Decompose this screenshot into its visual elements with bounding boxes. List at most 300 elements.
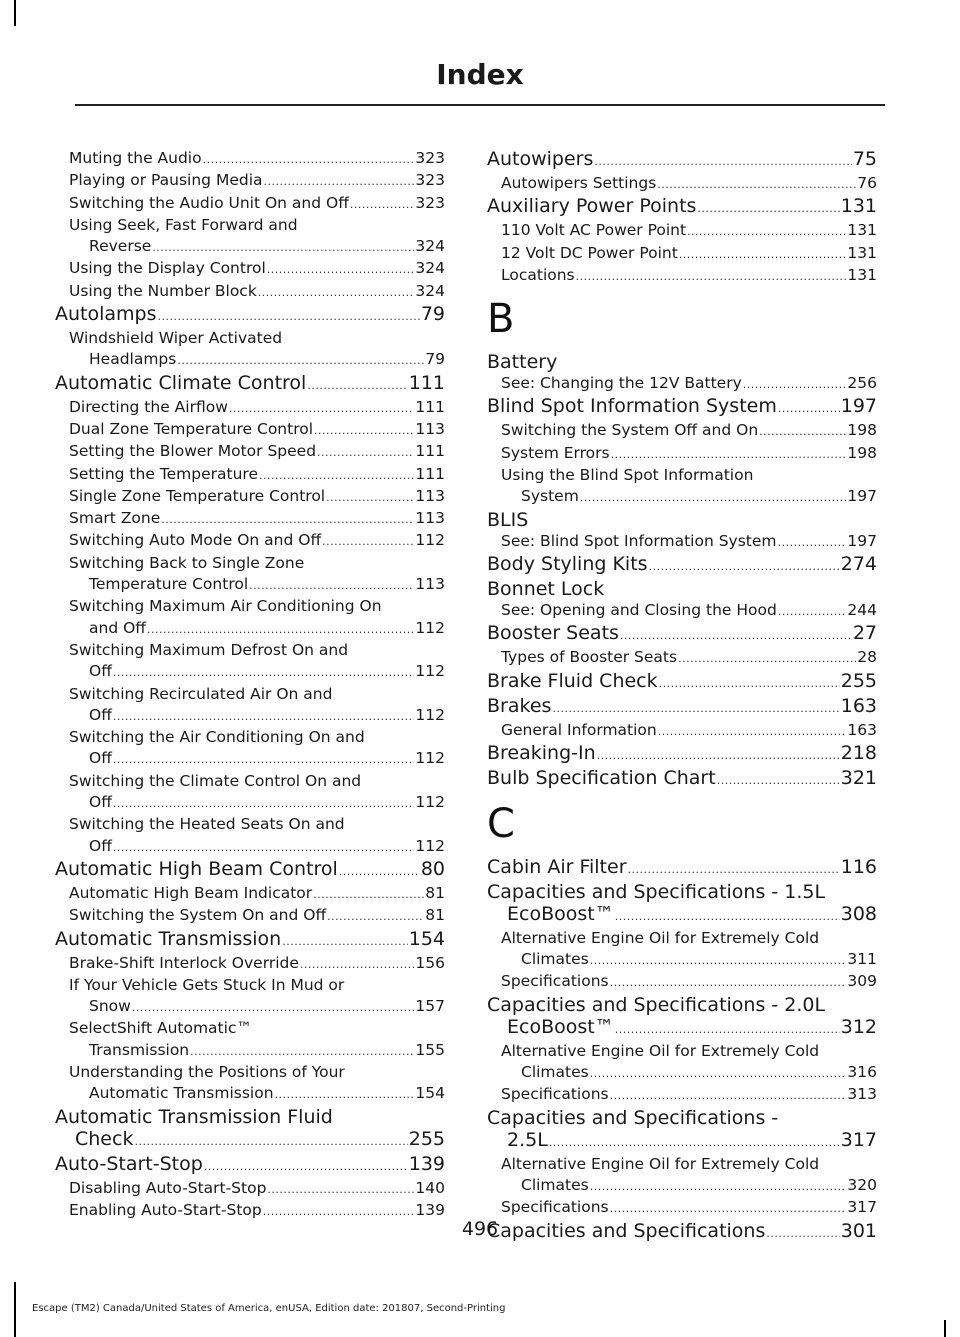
entry-text: Enabling Auto-Start-Stop (69, 1200, 262, 1219)
dot-leader (590, 1176, 847, 1197)
entry-text: Breaking-In (487, 741, 596, 764)
entry-text: See: Changing the 12V Battery (501, 374, 742, 393)
dot-leader (657, 174, 856, 195)
entry-text: General Information (501, 720, 657, 739)
entry-text: Playing or Pausing Media (69, 171, 263, 190)
index-entry[interactable] (487, 670, 877, 695)
dot-leader (615, 906, 840, 928)
entry-page-ref[interactable]: 198 (847, 421, 877, 440)
entry-page-ref[interactable]: 198 (847, 443, 877, 462)
entry-text: and Off (89, 618, 146, 637)
index-subentry[interactable] (55, 281, 445, 303)
dot-leader (203, 149, 415, 170)
index-entry[interactable] (487, 856, 877, 881)
entry-page-ref[interactable]: 256 (847, 374, 877, 393)
dot-leader (610, 1085, 847, 1106)
entry-text: Understanding the Positions of Your (69, 1062, 345, 1081)
dot-leader (327, 906, 424, 927)
entry-page-ref[interactable]: 320 (847, 1175, 877, 1194)
entry-text: Bulb Specification Chart (487, 766, 716, 789)
entry-page-ref[interactable]: 323 (415, 171, 445, 190)
entry-page-ref[interactable]: 139 (408, 1152, 445, 1175)
page-number: 496 (461, 1218, 499, 1240)
entry-page-ref[interactable]: 112 (415, 749, 445, 768)
entry-text: Automatic Climate Control (55, 371, 307, 394)
dot-leader (314, 420, 414, 441)
entry-page-ref[interactable]: 197 (840, 395, 877, 418)
index-subentry[interactable] (55, 508, 445, 530)
index-subentry[interactable] (487, 373, 877, 395)
entry-text: Automatic High Beam Indicator (69, 883, 313, 902)
entry-text: Directing the Airflow (69, 397, 228, 416)
entry-text: Off (89, 836, 112, 855)
section-letter-c: C (487, 800, 515, 847)
entry-text: Automatic Transmission (55, 927, 282, 950)
index-subentry[interactable] (55, 953, 445, 975)
entry-text: Switching the Heated Seats On and (69, 815, 345, 834)
entry-page-ref[interactable]: 197 (847, 487, 877, 506)
entry-text: Locations (501, 265, 575, 284)
entry-page-ref[interactable]: 309 (847, 972, 877, 991)
index-subentry[interactable] (55, 148, 445, 170)
dot-leader (580, 487, 847, 508)
entry-text: Capacities and Specifications - 1.5L (487, 880, 826, 903)
entry-text: See: Opening and Closing the Hood (501, 600, 777, 619)
index-entry[interactable] (487, 994, 877, 1041)
index-subentry[interactable] (487, 531, 877, 553)
entry-text: Autolamps (55, 303, 157, 326)
dot-leader (300, 954, 415, 975)
entry-text: Autowipers Settings (501, 174, 657, 192)
page-title: Index (436, 58, 524, 91)
entry-text: Types of Booster Seats (501, 648, 678, 667)
index-entry[interactable] (487, 509, 877, 531)
entry-text: Setting the Temperature (69, 464, 258, 483)
entry-text: Using Seek, Fast Forward and (69, 215, 298, 234)
dot-leader (743, 374, 847, 395)
index-entry[interactable] (487, 395, 877, 420)
entry-text: Setting the Blower Motor Speed (69, 442, 317, 461)
index-subentry[interactable] (487, 465, 877, 509)
entry-text: Switching Back to Single Zone (69, 553, 305, 572)
index-subentry[interactable] (487, 1154, 877, 1198)
dot-leader (576, 266, 847, 287)
index-subentry[interactable] (55, 814, 445, 858)
entry-text: Alternative Engine Oil for Extremely Cold (501, 928, 820, 947)
entry-page-ref[interactable]: 112 (415, 531, 445, 550)
entry-text: Cabin Air Filter (487, 855, 627, 878)
index-subentry[interactable] (55, 727, 445, 771)
dot-leader (161, 509, 414, 530)
index-subentry[interactable] (55, 905, 445, 927)
entry-page-ref[interactable]: 317 (840, 1128, 877, 1151)
dot-leader (282, 931, 408, 953)
entry-text: Capacities and Specifications (487, 1219, 766, 1242)
entry-page-ref[interactable]: 324 (415, 237, 445, 256)
dot-leader (229, 398, 415, 419)
entry-text: Smart Zone (69, 509, 161, 528)
entry-text: Battery (487, 351, 558, 374)
index-subentry[interactable] (55, 258, 445, 280)
entry-page-ref[interactable]: 113 (415, 486, 445, 505)
dot-leader (313, 884, 424, 905)
entry-text: Automatic Transmission Fluid (55, 1105, 333, 1128)
entry-page-ref[interactable]: 28 (857, 648, 877, 667)
dot-leader (778, 532, 847, 553)
entry-text: Snow (89, 997, 131, 1016)
index-subentry[interactable] (487, 173, 877, 195)
index-subentry[interactable] (487, 971, 877, 993)
entry-text: Alternative Engine Oil for Extremely Cold (501, 1154, 820, 1173)
entry-text: See: Blind Spot Information System (501, 531, 777, 550)
dot-leader (597, 745, 840, 767)
entry-text: Windshield Wiper Activated (69, 329, 283, 348)
index-subentry[interactable] (55, 1062, 445, 1106)
entry-text: Dual Zone Temperature Control (69, 419, 314, 438)
index-subentry[interactable] (487, 720, 877, 742)
crop-mark-bottom-left (14, 1282, 16, 1337)
entry-page-ref[interactable]: 324 (415, 281, 445, 300)
dot-leader (204, 1156, 408, 1178)
entry-text: Blind Spot Information System (487, 395, 777, 418)
entry-text: Climates (521, 950, 589, 969)
entry-text: Specifications (501, 1198, 609, 1217)
dot-leader (759, 421, 846, 442)
dot-leader (590, 1063, 847, 1084)
entry-text: Switching Auto Mode On and Off (69, 531, 322, 550)
dot-leader (659, 673, 840, 695)
entry-page-ref[interactable]: 154 (415, 1084, 445, 1103)
entry-page-ref[interactable]: 324 (415, 259, 445, 278)
entry-text: Single Zone Temperature Control (69, 486, 326, 505)
index-subentry[interactable] (55, 640, 445, 684)
index-subentry[interactable] (55, 397, 445, 419)
entry-text: Off (89, 662, 112, 681)
entry-page-ref[interactable]: 112 (415, 618, 445, 637)
index-subentry[interactable] (55, 530, 445, 552)
entry-text: Off (89, 749, 112, 768)
dot-leader (658, 721, 847, 742)
index-column-left (55, 148, 445, 1222)
dot-leader (264, 171, 415, 192)
entry-text: Switching Maximum Defrost On and (69, 640, 349, 659)
entry-text: Automatic Transmission (89, 1084, 274, 1103)
index-entry[interactable] (487, 881, 877, 928)
index-subentry[interactable] (55, 170, 445, 192)
footer-edition-text: Escape (TM2) Canada/United States of America, enUSA, Edition date: 201807, Second-Printing (32, 1303, 506, 1314)
entry-text: Reverse (89, 237, 152, 256)
entry-page-ref[interactable]: 113 (415, 509, 445, 528)
entry-page-ref[interactable]: 255 (840, 669, 877, 692)
entry-page-ref[interactable]: 308 (840, 902, 877, 925)
entry-page-ref[interactable]: 131 (847, 221, 877, 240)
index-entry[interactable] (487, 1107, 877, 1154)
entry-text: Specifications (501, 972, 609, 991)
dot-leader (778, 398, 840, 420)
index-subentry[interactable] (487, 443, 877, 465)
index-entry[interactable] (487, 195, 877, 220)
entry-page-ref[interactable]: 197 (847, 531, 877, 550)
dot-leader (339, 861, 420, 883)
entry-page-ref[interactable]: 163 (847, 720, 877, 739)
entry-page-ref[interactable]: 27 (852, 622, 877, 645)
index-entry[interactable] (487, 553, 877, 578)
entry-text: Check (75, 1127, 134, 1150)
dot-leader (611, 444, 847, 465)
dot-leader (113, 749, 415, 770)
index-subentry[interactable] (487, 265, 877, 287)
entry-page-ref[interactable]: 75 (852, 148, 877, 170)
entry-page-ref[interactable]: 301 (840, 1219, 877, 1242)
entry-text: Climates (521, 1063, 589, 1082)
entry-page-ref[interactable]: 157 (415, 997, 445, 1016)
entry-page-ref[interactable]: 218 (840, 741, 877, 764)
index-entry[interactable] (487, 742, 877, 767)
entry-text: Specifications (501, 1085, 609, 1104)
dot-leader (679, 244, 847, 265)
entry-page-ref[interactable]: 317 (847, 1198, 877, 1217)
entry-text: Using the Display Control (69, 259, 266, 278)
entry-text: Muting the Audio (69, 149, 202, 167)
header-divider (75, 104, 885, 106)
entry-text: Off (89, 793, 112, 812)
index-subentry[interactable] (487, 1041, 877, 1085)
entry-text: Automatic High Beam Control (55, 857, 338, 880)
entry-page-ref[interactable]: 311 (847, 950, 877, 969)
entry-text: Switching the System Off and On (501, 421, 759, 440)
entry-page-ref[interactable]: 112 (415, 705, 445, 724)
index-column-right (487, 148, 877, 1245)
entry-text: If Your Vehicle Gets Stuck In Mud or (69, 975, 345, 994)
dot-leader (549, 1132, 840, 1154)
entry-page-ref[interactable]: 321 (840, 766, 877, 789)
entry-page-ref[interactable]: 323 (415, 193, 445, 212)
dot-leader (259, 465, 414, 486)
dot-leader (649, 556, 840, 578)
dot-leader (610, 1198, 847, 1219)
index-subentry[interactable] (55, 215, 445, 259)
index-subentry[interactable] (55, 553, 445, 597)
dot-leader (134, 1131, 407, 1153)
entry-text: Switching the Air Conditioning On and (69, 728, 365, 747)
entry-text: Switching the Climate Control On and (69, 771, 362, 790)
index-subentry[interactable] (487, 420, 877, 442)
dot-leader (326, 487, 414, 508)
entry-page-ref[interactable]: 112 (415, 836, 445, 855)
entry-page-ref[interactable]: 139 (415, 1200, 445, 1219)
dot-leader (697, 198, 839, 220)
entry-page-ref[interactable]: 155 (415, 1040, 445, 1059)
entry-page-ref[interactable]: 111 (415, 397, 445, 416)
entry-text: Brake Fluid Check (487, 669, 658, 692)
entry-text: Alternative Engine Oil for Extremely Cold (501, 1041, 820, 1060)
dot-leader (322, 531, 414, 552)
entry-page-ref[interactable]: 274 (840, 552, 877, 575)
entry-text: EcoBoost™ (507, 1015, 614, 1038)
dot-leader (307, 375, 407, 397)
index-entry[interactable] (487, 767, 877, 792)
index-entry[interactable] (55, 1153, 445, 1178)
entry-text: Auxiliary Power Points (487, 195, 697, 218)
dot-leader (147, 619, 414, 640)
entry-text: Switching the System On and Off (69, 906, 327, 925)
entry-text: 110 Volt AC Power Point (501, 221, 687, 240)
entry-text: Transmission (89, 1040, 190, 1059)
dot-leader (275, 1084, 415, 1105)
entry-text: Capacities and Specifications - 2.0L (487, 993, 826, 1016)
dot-leader (717, 770, 840, 792)
index-subentry[interactable] (55, 419, 445, 441)
entry-text: EcoBoost™ (507, 902, 614, 925)
dot-leader (113, 837, 415, 858)
entry-text: 2.5L (507, 1128, 548, 1151)
entry-page-ref[interactable]: 113 (415, 575, 445, 594)
entry-text: Headlamps (89, 350, 177, 369)
index-entry[interactable] (487, 351, 877, 373)
index-subentry[interactable] (487, 243, 877, 265)
index-subentry[interactable] (55, 1018, 445, 1062)
index-subentry[interactable] (55, 883, 445, 905)
entry-page-ref[interactable]: 313 (847, 1085, 877, 1104)
entry-page-ref[interactable]: 80 (420, 857, 445, 880)
dot-leader (552, 698, 839, 720)
entry-text: Disabling Auto-Start-Stop (69, 1178, 267, 1197)
index-subentry[interactable] (487, 600, 877, 622)
entry-text: Autowipers (487, 148, 594, 170)
dot-leader (317, 442, 414, 463)
index-subentry[interactable] (487, 1084, 877, 1106)
index-subentry[interactable] (487, 1197, 877, 1219)
index-subentry[interactable] (55, 193, 445, 215)
entry-text: Using the Blind Spot Information (501, 466, 754, 485)
index-subentry[interactable] (55, 441, 445, 463)
entry-text: Switching Recirculated Air On and (69, 684, 333, 703)
entry-page-ref[interactable]: 81 (425, 883, 445, 902)
entry-page-ref[interactable]: 131 (840, 195, 877, 218)
index-subentry[interactable] (55, 486, 445, 508)
entry-page-ref[interactable]: 76 (857, 174, 877, 192)
entry-text: Climates (521, 1175, 589, 1194)
dot-leader (190, 1041, 414, 1062)
dot-leader (687, 221, 846, 242)
dot-leader (350, 194, 415, 215)
entry-text: Body Styling Kits (487, 552, 648, 575)
entry-text: System Errors (501, 443, 610, 462)
index-entry[interactable] (487, 148, 877, 173)
dot-leader (152, 237, 414, 258)
dot-leader (267, 1179, 414, 1200)
entry-page-ref[interactable]: 316 (847, 1063, 877, 1082)
dot-leader (678, 648, 856, 669)
dot-leader (258, 282, 415, 303)
entry-text: Temperature Control (89, 575, 249, 594)
index-subentry[interactable] (487, 928, 877, 972)
entry-text: Using the Number Block (69, 281, 257, 300)
entry-text: 12 Volt DC Power Point (501, 243, 678, 262)
index-subentry[interactable] (55, 771, 445, 815)
index-entry[interactable] (55, 372, 445, 397)
dot-leader (615, 1019, 840, 1041)
entry-page-ref[interactable]: 255 (408, 1127, 445, 1150)
dot-leader (177, 350, 424, 371)
entry-page-ref[interactable]: 323 (415, 149, 445, 167)
entry-text: SelectShift Automatic™ (69, 1019, 252, 1038)
index-entry[interactable] (487, 695, 877, 720)
entry-page-ref[interactable]: 112 (415, 662, 445, 681)
entry-page-ref[interactable]: 163 (840, 694, 877, 717)
dot-leader (132, 997, 415, 1018)
entry-page-ref[interactable]: 156 (415, 953, 445, 972)
index-entry[interactable] (55, 928, 445, 953)
entry-text: Off (89, 705, 112, 724)
entry-page-ref[interactable]: 140 (415, 1178, 445, 1197)
dot-leader (778, 601, 847, 622)
index-entry[interactable] (55, 858, 445, 883)
entry-page-ref[interactable]: 131 (847, 265, 877, 284)
dot-leader (113, 793, 415, 814)
entry-page-ref[interactable]: 112 (415, 793, 445, 812)
entry-page-ref[interactable]: 113 (415, 419, 445, 438)
dot-leader (610, 972, 847, 993)
dot-leader (249, 575, 414, 596)
index-subentry[interactable] (55, 596, 445, 640)
crop-mark-top-left (14, 0, 16, 26)
dot-leader (590, 950, 847, 971)
index-subentry[interactable] (55, 975, 445, 1019)
dot-leader (113, 662, 415, 683)
entry-page-ref[interactable]: 312 (840, 1015, 877, 1038)
entry-text: Switching the Audio Unit On and Off (69, 193, 349, 212)
entry-text: Bonnet Lock (487, 577, 605, 600)
index-subentry[interactable] (55, 464, 445, 486)
crop-mark-bottom-right (944, 1320, 946, 1337)
index-subentry[interactable] (487, 220, 877, 242)
index-entry[interactable] (487, 578, 877, 600)
entry-text: BLIS (487, 508, 529, 531)
entry-page-ref[interactable]: 79 (420, 303, 445, 326)
index-subentry[interactable] (55, 328, 445, 372)
entry-text: Booster Seats (487, 622, 619, 645)
dot-leader (620, 625, 852, 647)
entry-page-ref[interactable]: 81 (425, 906, 445, 925)
entry-page-ref[interactable]: 111 (408, 371, 445, 394)
dot-leader (113, 706, 415, 727)
entry-text: Capacities and Specifications - (487, 1106, 779, 1129)
dot-leader (158, 306, 420, 328)
dot-leader (628, 859, 840, 881)
entry-page-ref[interactable]: 111 (415, 442, 445, 461)
entry-page-ref[interactable]: 116 (840, 855, 877, 878)
index-entry[interactable] (55, 1106, 445, 1153)
dot-leader (594, 151, 851, 173)
dot-leader (267, 259, 415, 280)
entry-page-ref[interactable]: 244 (847, 600, 877, 619)
entry-page-ref[interactable]: 131 (847, 243, 877, 262)
index-subentry[interactable] (55, 1178, 445, 1200)
entry-text: Auto-Start-Stop (55, 1152, 203, 1175)
entry-text: Brakes (487, 694, 552, 717)
entry-text: System (521, 487, 579, 506)
index-subentry[interactable] (55, 684, 445, 728)
entry-page-ref[interactable]: 79 (425, 350, 445, 369)
entry-text: Brake-Shift Interlock Override (69, 953, 299, 972)
index-entry[interactable] (487, 622, 877, 647)
index-entry[interactable] (55, 303, 445, 328)
index-subentry[interactable] (487, 647, 877, 669)
entry-page-ref[interactable]: 111 (415, 464, 445, 483)
entry-text: Switching Maximum Air Conditioning On (69, 597, 382, 616)
entry-page-ref[interactable]: 154 (408, 927, 445, 950)
